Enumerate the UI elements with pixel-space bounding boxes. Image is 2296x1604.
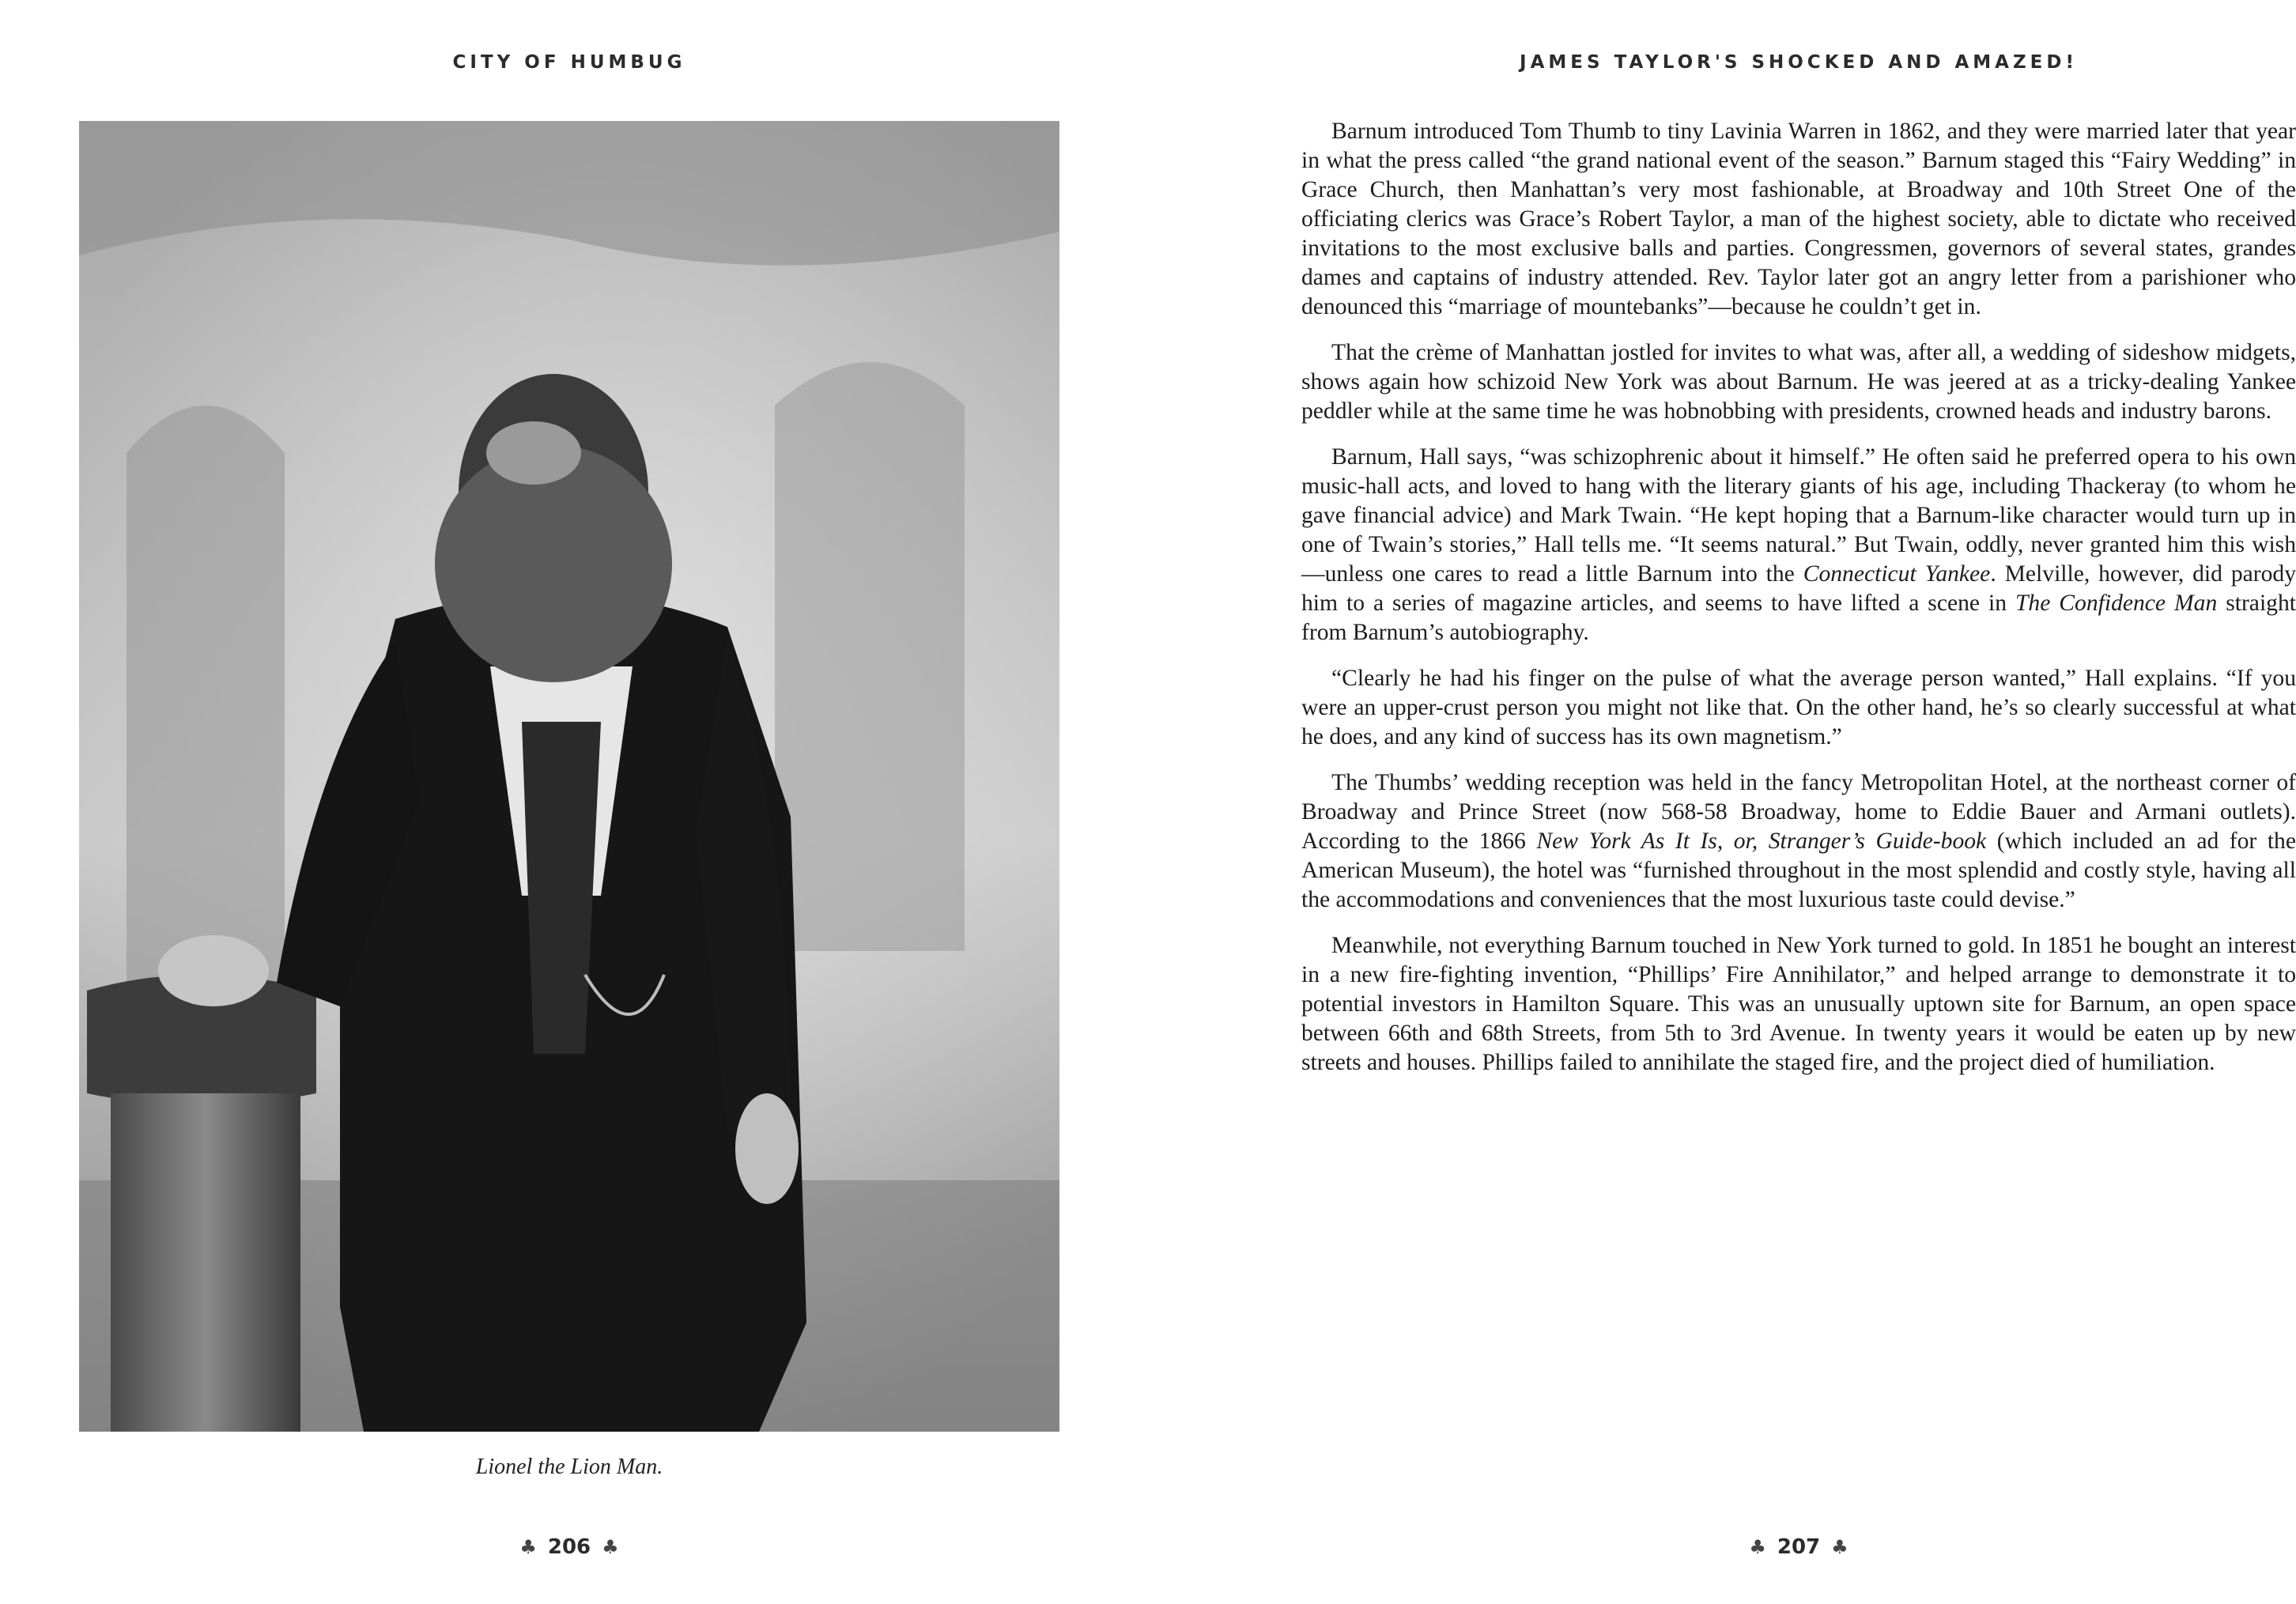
left-page	[0, 0, 1123, 1604]
paragraph: Meanwhile, not everything Barnum touched in New York turned to gold. In 1851 he bought an interest in a new fire-fighting invention, “Phillips’ Fire Annihilator,” and helped arrange to demonstrate it to potential investors in Hamilton Square. This was an unusually uptown site for Barnum, an open space between 66th and 68th Streets, from 5th to 3rd Avenue. In twenty years it would be eaten up by new streets and houses. Phillips failed to annihilate the staged fire, and the project died of humiliation.	[1301, 933, 2296, 1075]
page-number-right	[1305, 1535, 2293, 1559]
book-title: The Confidence Man	[2015, 591, 2218, 616]
flourish-left-icon: ♣	[519, 1536, 537, 1558]
right-page	[1123, 0, 2296, 1604]
flourish-left-icon: ♣	[1749, 1536, 1766, 1558]
portrait-photograph	[79, 121, 1059, 1432]
book-title: New York As It Is, or, Stranger’s Guide-book	[1536, 828, 1987, 854]
paragraph: Barnum introduced Tom Thumb to tiny Lavinia Warren in 1862, and they were married later that year in what the press called “the grand national event of the season.” Barnum staged this “Fairy Wedding” in Grace Church, then Manhattan’s very most fashionable, at Broadway and 10th Street One of the officiating clerics was Grace’s Robert Taylor, a man of the highest society, able to dictate who received invitations to the most exclusive balls and parties. Congressmen, governors of several states, grandes dames and captains of industry attended. Rev. Taylor later got an angry letter from a parishioner who denounced this “marriage of mountebanks”—because he couldn’t get in.	[1301, 119, 2296, 319]
page-number-value: 207	[1777, 1535, 1821, 1559]
paragraph: That the crème of Manhattan jostled for invites to what was, after all, a wedding of sideshow midgets, shows again how schizoid New York was about Barnum. He was jeered at as a tricky-dealing Yankee peddler while at the same time he was hobnobbing with presidents, crowned heads and industry barons.	[1301, 340, 2296, 424]
photo-caption: Lionel the Lion Man.	[475, 1455, 663, 1479]
paragraph: “Clearly he had his finger on the pulse of what the average person wanted,” Hall explains. “If you were an upper-crust person you might not like that. On the other hand, he’s so clearly successful at what he does, and any kind of success has its own magnetism.”	[1301, 666, 2296, 749]
portrait-photograph-icon	[79, 121, 1059, 1432]
page-number-left	[79, 1535, 1059, 1559]
body-text	[1301, 117, 2296, 1094]
flourish-right-icon: ♣	[1831, 1536, 1849, 1558]
flourish-right-icon: ♣	[602, 1536, 619, 1558]
paragraph: The Thumbs’ wedding reception was held in the fancy Metropolitan Hotel, at the northeast corner of Broadway and Prince Street (now 568-58 Broadway, home to Eddie Bauer and Armani outlets). According to the 1866 New York As It Is, or, Stranger’s Guide-book (which included an ad for the American Museum), the hotel was “furnished throughout in the most splendid and costly style, having all the accommodations and conveniences that the most luxurious taste could devise.”	[1301, 770, 2296, 912]
page-number-value: 206	[547, 1535, 591, 1559]
running-head-right: JAMES TAYLOR'S SHOCKED AND AMAZED!	[1520, 52, 2078, 73]
book-title: Connecticut Yankee	[1803, 561, 1991, 587]
paragraph: Barnum, Hall says, “was schizophrenic about it himself.” He often said he preferred opera to his own music-hall acts, and loved to hang with the literary giants of his age, including Thackeray (to whom he gave financial advice) and Mark Twain. “He kept hoping that a Barnum-like character would turn up in one of Twain’s stories,” Hall tells me. “It seems natural.” But Twain, oddly, never granted him this wish—unless one cares to read a little Barnum into the Connecticut Yankee. Melville, however, did parody him to a series of magazine articles, and seems to have lifted a scene in The Confidence Man straight from Barnum’s autobiography.	[1301, 444, 2296, 645]
running-head-left: CITY OF HUMBUG	[452, 52, 686, 73]
